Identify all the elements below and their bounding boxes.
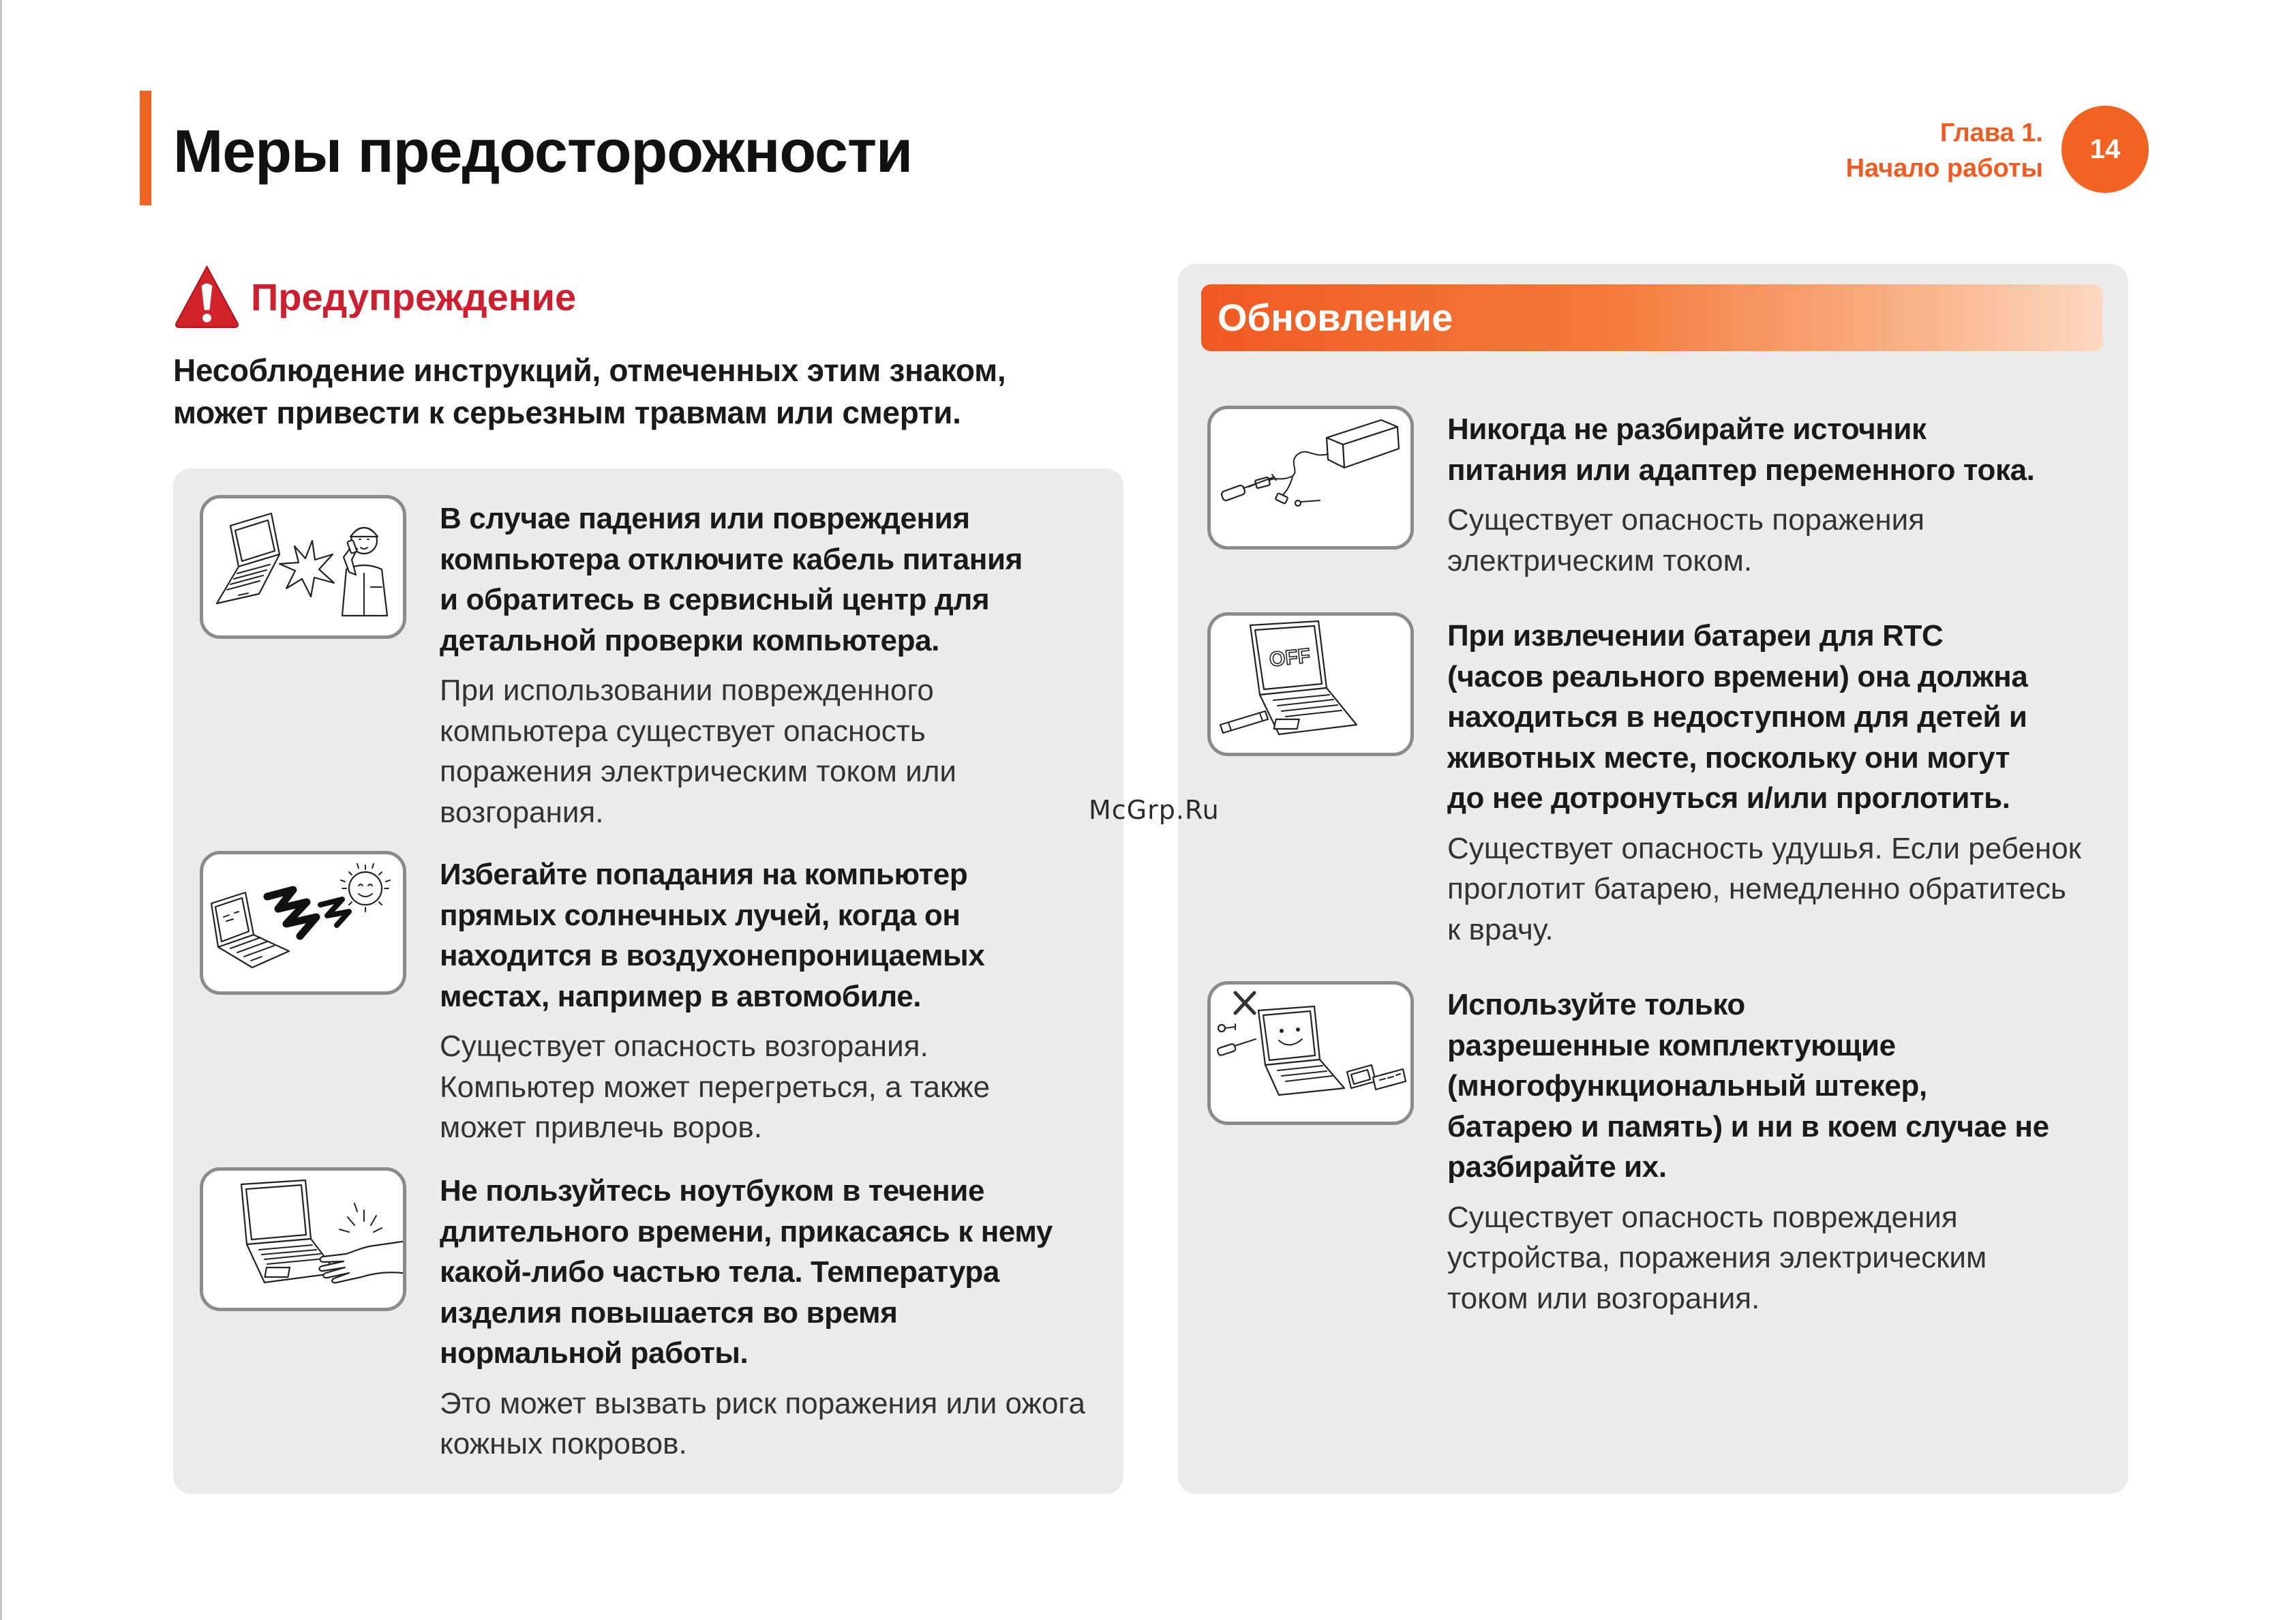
warning-description bbox=[173, 349, 1006, 434]
update-heading-line: находиться в недоступном для детей и bbox=[1447, 700, 2027, 734]
precaution-heading-line: изделия повышается во время bbox=[440, 1295, 898, 1330]
update-item bbox=[1207, 612, 2124, 946]
chapter-title: Начало работы bbox=[1845, 153, 2043, 183]
precaution-detail-line: компьютера существует опасность bbox=[440, 714, 926, 748]
update-panel bbox=[1178, 264, 2128, 1494]
warning-label: Предупреждение bbox=[251, 275, 577, 318]
update-detail-line: устройства, поражения электрическим bbox=[1447, 1241, 1987, 1274]
warning-panel bbox=[173, 468, 1123, 1494]
precaution-detail bbox=[440, 1383, 1115, 1465]
update-detail-line: проглотит батарею, немедленно обратитесь bbox=[1447, 872, 2066, 905]
update-heading-line: (часов реального времени) она должна bbox=[1447, 659, 2028, 693]
update-detail bbox=[1447, 828, 2122, 950]
precaution-item bbox=[200, 851, 1117, 1178]
hand-on-laptop-illustration bbox=[200, 1167, 406, 1311]
precaution-detail-line: поражения электрическим током или bbox=[440, 755, 956, 788]
update-text bbox=[1447, 985, 2122, 1319]
precaution-detail-line: Компьютер может перегреться, а также bbox=[440, 1070, 991, 1104]
update-detail bbox=[1447, 1197, 2122, 1319]
approved-components-illustration bbox=[1207, 981, 1414, 1125]
precaution-item bbox=[200, 495, 1117, 829]
precaution-detail-line: При использовании поврежденного bbox=[440, 674, 934, 707]
precaution-text bbox=[440, 854, 1115, 1148]
precaution-heading-line: прямых солнечных лучей, когда он bbox=[440, 898, 961, 932]
precaution-item bbox=[200, 1167, 1117, 1495]
update-heading-line: Никогда не разбирайте источник bbox=[1447, 412, 1927, 446]
precaution-heading-line: длительного времени, прикасаясь к нему bbox=[440, 1214, 1053, 1248]
chapter-number: Глава 1. bbox=[1939, 119, 2043, 147]
sunlight-laptop-illustration bbox=[200, 851, 406, 995]
fallen-laptop-technician-illustration bbox=[200, 495, 406, 639]
precaution-heading-line: Избегайте попадания на компьютер bbox=[440, 858, 968, 891]
update-heading-line: Используйте только bbox=[1447, 988, 1745, 1021]
update-heading-line: батарею и память) и ни в коем случае не bbox=[1447, 1109, 2049, 1143]
precaution-detail-line: возгорания. bbox=[440, 795, 604, 829]
precaution-detail-line: Существует опасность возгорания. bbox=[440, 1030, 928, 1063]
update-heading-line: до нее дотронуться и/или проглотить. bbox=[1447, 781, 2010, 815]
precaution-detail bbox=[440, 670, 1115, 832]
precaution-heading-line: В случае падения или повреждения bbox=[440, 502, 970, 535]
warning-line: Несоблюдение инструкций, отмеченных этим знаком, bbox=[173, 352, 1006, 388]
precaution-detail-line: кожных покровов. bbox=[440, 1427, 687, 1460]
rtc-battery-laptop-illustration bbox=[1207, 612, 1414, 756]
precaution-detail bbox=[440, 1026, 1115, 1148]
update-detail-line: электрическим током. bbox=[1447, 543, 1753, 578]
watermark: McGrp.Ru bbox=[1089, 795, 1220, 825]
precaution-heading-line: компьютера отключите кабель питания bbox=[440, 542, 1023, 576]
update-heading-line: (многофункциональный штекер, bbox=[1447, 1069, 1927, 1102]
page-title: Меры предосторожности bbox=[173, 117, 913, 185]
precaution-detail-line: может привлечь воров. bbox=[440, 1111, 762, 1144]
precaution-heading-line: детальной проверки компьютера. bbox=[440, 623, 939, 657]
update-detail-line: Существует опасность удушья. Если ребенок bbox=[1447, 831, 2081, 865]
update-detail-line: Существует опасность поражения bbox=[1447, 503, 1925, 537]
update-heading-line: разбирайте их. bbox=[1447, 1150, 1667, 1184]
precaution-heading-line: местах, например в автомобиле. bbox=[440, 979, 922, 1013]
precaution-heading-line: Не пользуйтесь ноутбуком в течение bbox=[440, 1174, 985, 1208]
update-detail-line: Существует опасность повреждения bbox=[1447, 1200, 1958, 1234]
precaution-heading-line: нормальной работы. bbox=[440, 1336, 749, 1370]
update-text bbox=[1447, 409, 2122, 581]
update-heading-line: разрешенные комплектующие bbox=[1447, 1028, 1896, 1062]
update-detail-line: током или возгорания. bbox=[1447, 1281, 1760, 1315]
update-section-header: Обновление bbox=[1201, 284, 2103, 351]
precaution-text bbox=[440, 498, 1115, 832]
update-heading-line: При извлечении батареи для RTC bbox=[1447, 619, 1944, 652]
precaution-detail-line: Это может вызвать риск поражения или ожога bbox=[440, 1386, 1085, 1420]
precaution-heading-line: и обратитесь в сервисный центр для bbox=[440, 583, 990, 616]
update-text bbox=[1447, 616, 2122, 950]
update-heading-line: питания или адаптер переменного тока. bbox=[1447, 453, 2035, 487]
update-detail bbox=[1447, 500, 2122, 581]
precaution-heading-line: какой-либо частью тела. Температура bbox=[440, 1255, 999, 1289]
warning-line: может привести к серьезным травмам или смерти. bbox=[173, 395, 961, 430]
warning-triangle-icon bbox=[173, 264, 241, 331]
update-detail-line: к врачу. bbox=[1447, 912, 1554, 946]
power-adapter-disassembly-illustration bbox=[1207, 406, 1414, 550]
title-accent-bar bbox=[140, 91, 151, 205]
update-heading-line: животных месте, поскольку они могут bbox=[1447, 740, 2010, 775]
page-number-badge: 14 bbox=[2061, 106, 2149, 193]
off-screen-label: OFF bbox=[1268, 644, 1312, 672]
precaution-heading-line: находится в воздухонепроницаемых bbox=[440, 939, 985, 972]
chapter-label bbox=[1846, 116, 2043, 186]
update-item bbox=[1207, 981, 2124, 1315]
precaution-text bbox=[440, 1171, 1115, 1465]
